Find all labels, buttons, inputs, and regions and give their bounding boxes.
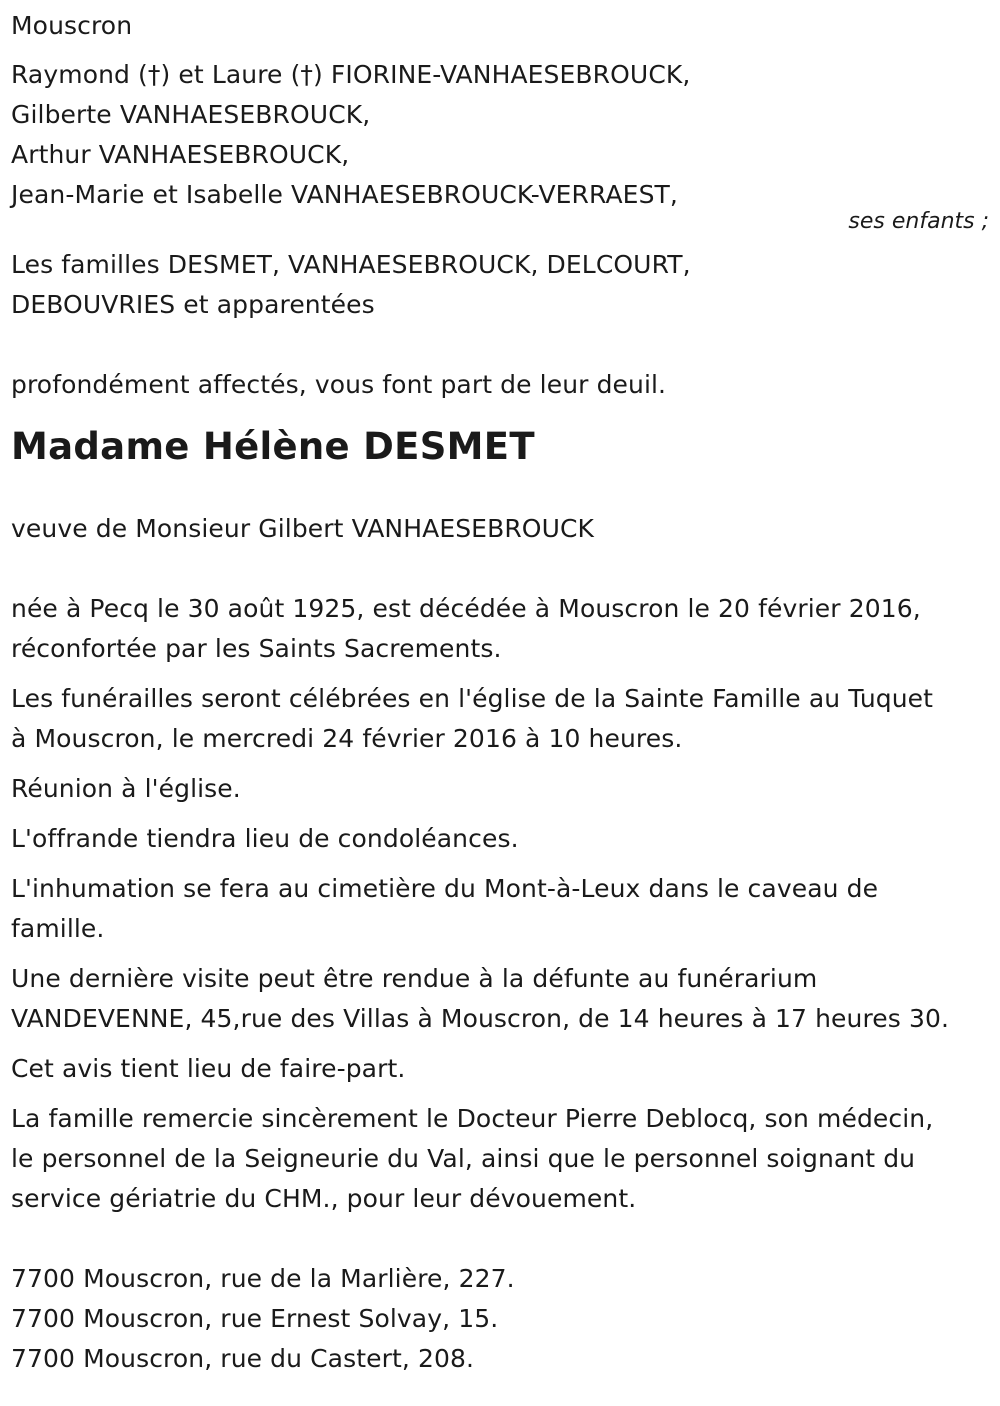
- paragraph-line: Une dernière visite peut être rendue à la défunte au funérarium: [11, 964, 818, 993]
- spacer: [11, 549, 991, 589]
- children-line: Arthur VANHAESEBROUCK,: [11, 140, 350, 169]
- offering-paragraph: [11, 819, 991, 859]
- thanks-paragraph: [11, 1099, 991, 1219]
- funeral-paragraph: [11, 679, 991, 759]
- meeting-paragraph: [11, 769, 991, 809]
- children-line: Jean-Marie et Isabelle VANHAESEBROUCK-VERRAEST,: [11, 180, 678, 209]
- spacer: [11, 325, 991, 365]
- paragraph-line: Les funérailles seront célébrées en l'église de la Sainte Famille au Tuquet: [11, 684, 934, 713]
- address-line: 7700 Mouscron, rue du Castert, 208.: [11, 1344, 475, 1373]
- families-list: [11, 245, 991, 325]
- paragraph-line: née à Pecq le 30 août 1925, est décédée à Mouscron le 20 février 2016,: [11, 594, 921, 623]
- children-line: Raymond (†) et Laure (†) FIORINE-VANHAESEBROUCK,: [11, 60, 691, 89]
- children-list: [11, 55, 991, 215]
- paragraph-line: L'offrande tiendra lieu de condoléances.: [11, 824, 519, 853]
- paragraph-line: famille.: [11, 914, 105, 943]
- paragraph-line: L'inhumation se fera au cimetière du Mont-à-Leux dans le caveau de: [11, 874, 879, 903]
- children-line: Gilberte VANHAESEBROUCK,: [11, 100, 371, 129]
- notice-paragraph: [11, 1049, 991, 1089]
- paragraph-line: Réunion à l'église.: [11, 774, 241, 803]
- paragraph-line: réconfortée par les Saints Sacrements.: [11, 634, 502, 663]
- paragraph-line: le personnel de la Seigneurie du Val, ainsi que le personnel soignant du: [11, 1144, 916, 1173]
- paragraph-line: service gériatrie du CHM., pour leur dévouement.: [11, 1184, 637, 1213]
- widow-of-text: veuve de Monsieur Gilbert VANHAESEBROUCK: [11, 514, 595, 543]
- paragraph-line: La famille remercie sincèrement le Docteur Pierre Deblocq, son médecin,: [11, 1104, 934, 1133]
- address-line: 7700 Mouscron, rue de la Marlière, 227.: [11, 1264, 515, 1293]
- paragraph-line: à Mouscron, le mercredi 24 février 2016 à 10 heures.: [11, 724, 683, 753]
- deceased-name: Madame Hélène DESMET: [11, 425, 535, 468]
- paragraph-line: VANDEVENNE, 45,rue des Villas à Mouscron, de 14 heures à 17 heures 30.: [11, 1004, 950, 1033]
- address-list: [11, 1259, 991, 1379]
- visit-paragraph: [11, 959, 991, 1039]
- families-line: DEBOUVRIES et apparentées: [11, 290, 375, 319]
- children-relation-note: ses enfants ;: [848, 209, 989, 234]
- city-heading: Mouscron: [11, 11, 133, 40]
- announcement-text: profondément affectés, vous font part de leur deuil.: [11, 370, 667, 399]
- families-line: Les familles DESMET, VANHAESEBROUCK, DELCOURT,: [11, 250, 691, 279]
- paragraph-line: Cet avis tient lieu de faire-part.: [11, 1054, 406, 1083]
- burial-paragraph: [11, 869, 991, 949]
- address-line: 7700 Mouscron, rue Ernest Solvay, 15.: [11, 1304, 499, 1333]
- birth-death-paragraph: [11, 589, 991, 669]
- obituary-notice: [11, 0, 991, 1379]
- spacer: [11, 1219, 991, 1259]
